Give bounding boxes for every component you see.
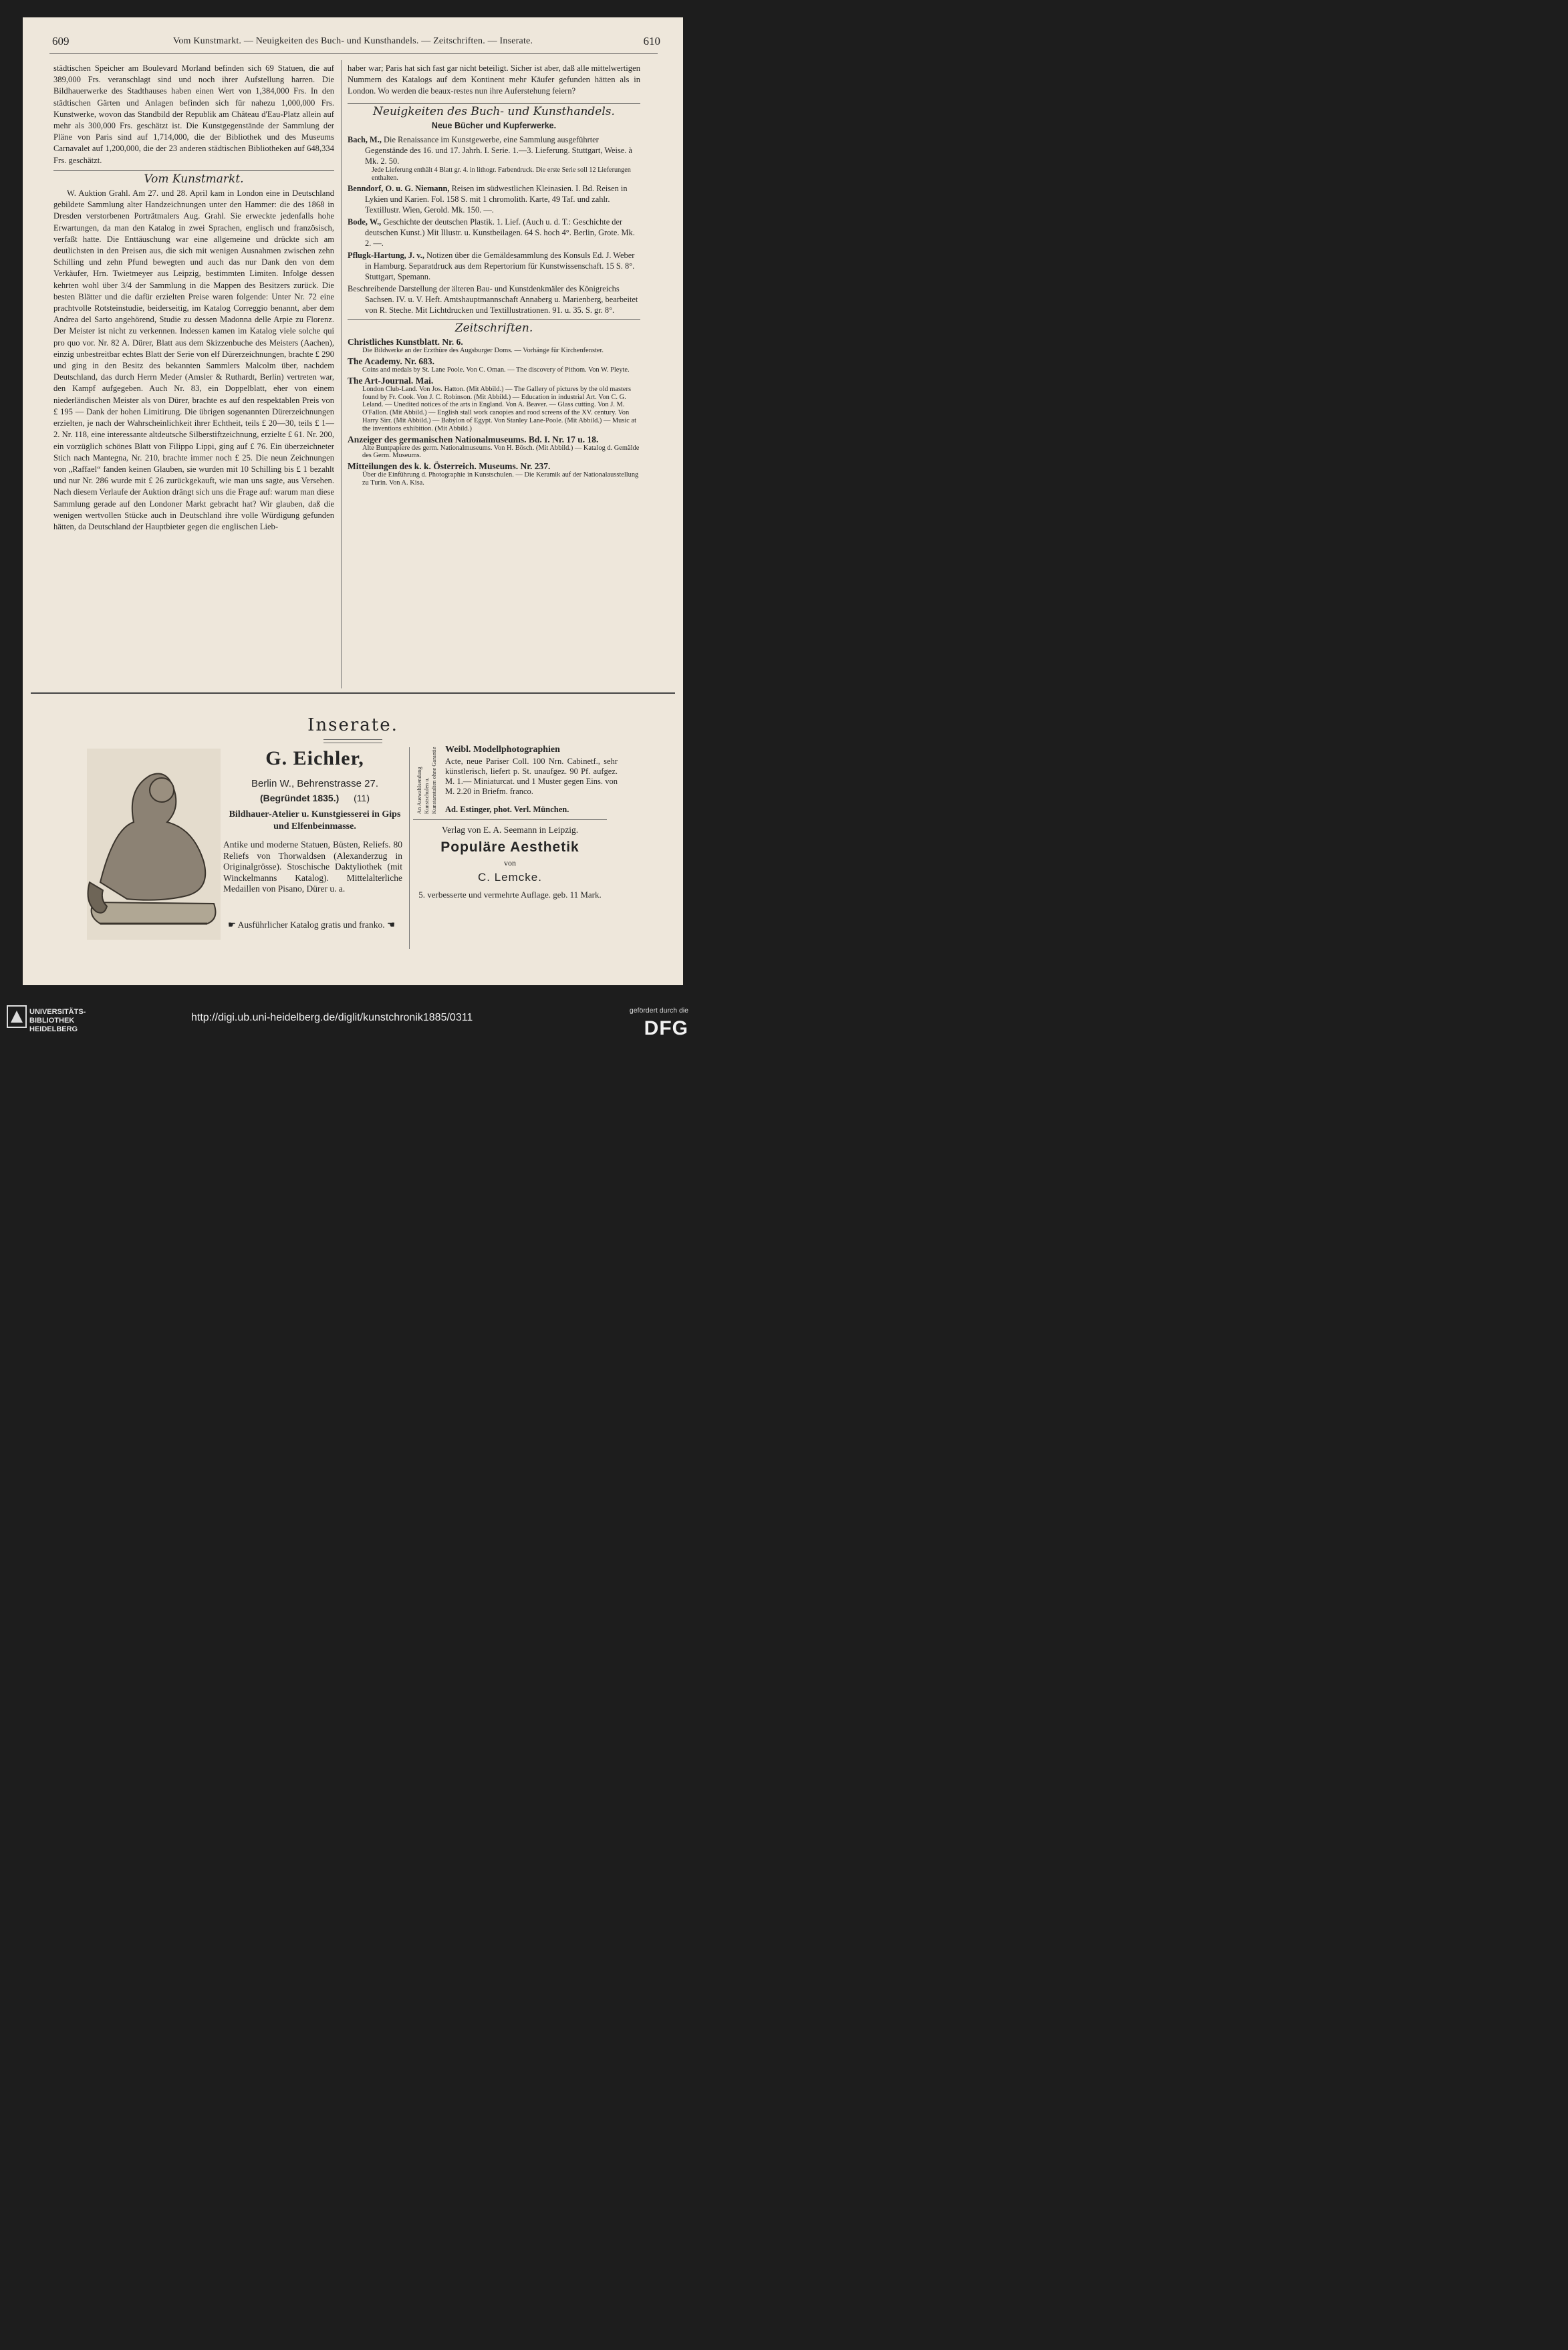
ad-modellphotographien <box>416 745 616 815</box>
ad-eichler <box>87 745 402 952</box>
book-entry <box>348 134 640 182</box>
book-text: Die Renaissance im Kunstgewerbe, eine Sammlung ausgeführter Gegenstände des 16. und 17. Jahrh. I. Serie. 1.—3. Lieferung. Stuttgart, Weise. à Mk. 2. 50. <box>365 135 632 166</box>
journal-contents: Alte Buntpapiere des germ. Nationalmuseums. Von H. Bösch. (Mit Abbild.) — Katalog d. Gemälde des Germ. Museums. <box>362 444 640 460</box>
inserate-title: Inserate. <box>307 715 398 735</box>
pointing-hand-icon: ☚ <box>384 920 396 930</box>
book-entry <box>348 217 640 249</box>
left-column <box>53 63 334 535</box>
journals-title: Zeitschriften. <box>454 321 533 336</box>
dfg-logo: DFG <box>644 1017 688 1039</box>
scanned-page <box>23 17 683 985</box>
modell-firm: Ad. Estinger, phot. Verl. München. <box>445 805 569 814</box>
book-text: Geschichte der deutschen Plastik. 1. Lief. (Auch u. d. T.: Geschichte der deutschen Kunst.) Mit Illustr. u. Kunstbeilagen. 64 S. hoch 4°. Berlin, Grote. Mk. 2. —. <box>365 217 635 249</box>
book-text: Notizen über die Gemäldesammlung des Konsuls Ed. J. Weber in Hamburg. Separatdruck aus dem Repertorium für Kunstwissenschaft. 15 S. 8°. Stuttgart, Spemann. <box>365 251 635 282</box>
seemann-publisher: Verlag von E. A. Seemann in Leipzig. <box>441 825 579 835</box>
section-rule <box>348 103 640 104</box>
news-subtitle: Neue Bücher und Kupferwerke. <box>431 120 557 130</box>
section-rule <box>348 319 640 320</box>
news-title: Neuigkeiten des Buch- und Kunsthandels. <box>373 104 615 118</box>
eichler-catalog: Ausführlicher Katalog gratis und franko. <box>237 920 385 930</box>
section-rule <box>53 170 334 171</box>
page-number-right: 610 <box>643 35 660 47</box>
eichler-ref: (11) <box>354 793 370 803</box>
library-name: UNIVERSITÄTS- BIBLIOTHEK HEIDELBERG <box>29 1008 86 1033</box>
source-url[interactable]: http://digi.ub.uni-heidelberg.de/diglit/kunstchronik1885/0311 <box>191 1012 473 1023</box>
sculpture-illustration <box>87 749 221 940</box>
left-intro-paragraph: städtischen Speicher am Boulevard Morland befinden sich 69 Statuen, die auf 389,000 Frs. veranschlagt sind und noch ihrer Aufstellung harren. Die Bildhauerwerke des Stadthauses haben einen Wert von 1,384,000 Frs. In den städtischen Gärten und Anlagen befinden sich für nahezu 1,000,000 Frs. Kunstwerke, wovon das Standbild der Republik am Château d'Eau-Platz allein auf mehr als 300,000 Frs. geschätzt ist. Die Kunstgegenstände der Sammlung der Pläne von Paris sind auf 1,714,000, die der Bibliothek und des Museums Carnavalet auf 1,200,000, die der 23 anderen städtischen Bibliotheken auf 648,334 Frs. geschätzt. <box>53 63 334 165</box>
eichler-offer: Antike und moderne Statuen, Büsten, Reliefs. 80 Reliefs von Thorwaldsen (Alexanderzug in Originalgrösse). Stoschische Daktyliothek (mit Winckelmanns Katalog). Mittelalterliche Medaillen von Pisano, Dürer u. a. <box>223 839 402 894</box>
eichler-founded: (Begründet 1835.) <box>260 793 340 803</box>
book-text: Reisen im südwestlichen Kleinasien. I. Bd. Reisen in Lykien und Karien. Fol. 158 S. mit 1 chromolith. Karte, 49 Taf. und zahlr. Textillustr. Wien, Gerold. Mk. 150. —. <box>365 184 628 215</box>
header-title: Vom Kunstmarkt. — Neuigkeiten des Buch- und Kunsthandels. — Zeitschriften. — Inserate. <box>172 36 533 46</box>
pointing-hand-icon: ☛ <box>227 920 238 930</box>
funding-label: gefördert durch die <box>629 1007 688 1015</box>
journal-name: The Academy. Nr. 683. <box>348 356 435 367</box>
book-author: Bach, M., <box>348 135 382 145</box>
modell-text: Acte, neue Pariser Coll. 100 Nrn. Cabinetf., sehr künstlerisch, liefert p. St. unaufgez. 90 Pf. aufgez. M. 1.— Miniaturcat. und 1 Muster gegen Eins. von M. 2.20 in Briefm. franco. <box>445 757 618 796</box>
eichler-name: G. Eichler, <box>265 747 364 769</box>
header-rule <box>49 53 658 54</box>
footer-bar <box>0 985 700 1048</box>
journal-contents: Coins and medals by St. Lane Poole. Von C. Oman. — The discovery of Pithom. Von W. Pleyte. <box>362 366 630 374</box>
eichler-atelier: Bildhauer-Atelier u. Kunstgiesserei in Gips und Elfenbeinmasse. <box>229 809 401 831</box>
right-intro-paragraph: haber war; Paris hat sich fast gar nicht beteiligt. Sicher ist aber, daß alle mittelwertigen Nummern des Katalogs auf dem Kontinent mehr Käufer gefunden hätten als in London. Wo werden die beaux-restes nun ihre Auferstehung feiern? <box>348 63 640 96</box>
book-author: Bode, W., <box>348 217 382 227</box>
book-title: Populäre Aesthetik <box>440 839 579 855</box>
column-divider <box>341 60 342 688</box>
book-entry <box>348 183 640 215</box>
journal-contents: Über die Einführung d. Photographie in Kunstschulen. — Die Keramik auf der Nationalausstellung zu Turin. Von A. Kisa. <box>362 471 639 487</box>
journal-name: The Art-Journal. Mai. <box>348 375 434 386</box>
book-author: Benndorf, O. u. G. Niemann, <box>348 184 450 194</box>
page-number-left: 609 <box>52 35 70 47</box>
running-header <box>23 35 683 52</box>
section-title-kunstmarkt: Vom Kunstmarkt. <box>144 172 244 186</box>
ad-divider <box>409 747 410 949</box>
book-entry <box>348 283 640 315</box>
journal-name: Anzeiger des germanischen Nationalmuseums. Bd. I. Nr. 17 u. 18. <box>348 434 599 444</box>
university-logo-icon <box>7 1005 27 1028</box>
book-author: Pflugk-Hartung, J. v., <box>348 251 424 261</box>
ad-rule <box>413 819 607 820</box>
inserate-rule <box>31 692 675 694</box>
auction-article: W. Auktion Grahl. Am 27. und 28. April kam in London eine in Deutschland gebildete Sammlung alter Handzeichnungen unter den Hammer: die des 1868 in Dresden verstorbenen Porträtmalers Aug. Grahl. Sie erweckte jedenfalls hohe Erwartungen, da man den Katalog in zwei Sprachen, englisch und französisch, verfaßt hatte. Die Enttäuschung war eine allgemeine und drückte sich am deutlichsten in den Preisen aus, die sich mit wenigen Ausnahmen zwischen zehn Schilling und zehn Pfund bewegten und auch das nur Dank den von dem Verkäufer, Hrn. Twietmeyer aus Leipzig, bestimmten Limiten. Infolge dessen kehrten wohl über 3/4 der Sammlung in die Mappen des Besitzers zurück. Die besten Blätter und die dafür erzielten Preise waren folgende: Unter Nr. 72 eine prachtvolle Rotsteinstudie, beiderseitig, im Katalog Correggio benannt, aber dem Andrea del Sarto angehörend, Studie zu dessen Madonna delle Arpie zu Florenz. Der Meister ist nicht zu verkennen. Indessen kamen im Katalog viele solche qui pro quo vor. Nr. 82 A. Dürer, Blatt aus dem Skizzenbuche des Meisters (Aachen), einzig unbestreitbar echtes Blatt der Serie von elf Dürerzeichnungen, brachte £ 290 und ging in den Besitz des bekannten Sammlers Malcolm über, nachdem Deutschland, das durch Herrn Meder (Amsler & Ruthardt, Berlin) vertreten war, den Kampf aufgegeben. Auch Nr. 83, ein Doppelblatt, eher von einem niederländischen Meister als von Dürer, brachte es auf den respektablen Preis von £ 195 — Dank der hohen Limitirung. Die übrigen sogenannten Dürerzeichnungen erzielten, je nach der Wahrscheinlichkeit ihrer Echtheit, teils £ 20—30, teils £ 1—2. Nr. 118, eine interessante altdeutsche Silberstiftzeichnung, erzielte £ 61. Nr. 200, ein vorzüglich schönes Blatt von Filippo Lippi, ging auf £ 76. Ein überzeichneter Stich nach Mantegna, Nr. 210, brachte immer noch £ 25. Die neun Zeichnungen von „Raffael“ fanden keinen Glauben, sie wurden mit 10 Schilling bis £ 1 bezahlt und nur Nr. 286 wurde mit £ 26 zurückgekauft, wie man uns sagte, aus Versehen. Nach diesem Verlaufe der Auktion drängt sich uns die Frage auf: warum man diese Sammlung gerade auf den Londoner Markt gebracht hat? Wir glauben, daß die wenigen wertvollen Stücke auch in Deutschland ihre volle Würdigung gefunden hätten, da Deutschland der Hauptbieter gegen die englischen Lieb- <box>53 188 334 531</box>
book-text: Beschreibende Darstellung der älteren Bau- und Kunstdenkmäler des Königreichs Sachsen. IV. u. V. Heft. Amtshauptmannschaft Annaberg u. Marienberg, bearbeitet von R. Steche. Mit Lichtdrucken und Textillustrationen. 91. u. 35. S. gr. 8°. <box>348 284 638 315</box>
journal-list <box>348 337 640 487</box>
book-edition: 5. verbesserte und vermehrte Auflage. geb. 11 Mark. <box>418 890 602 900</box>
book-by: von <box>504 858 516 868</box>
ad-side-text: An Auswahlsendung Kunstschulen u. Kunstanstalten ohne Garantie <box>416 747 437 814</box>
book-note: Jede Lieferung enthält 4 Blatt gr. 4. in lithogr. Farbendruck. Die erste Serie soll 12 Lieferungen enthalten. <box>372 166 631 182</box>
book-entry <box>348 250 640 282</box>
journal-contents: London Club-Land. Von Jos. Hatton. (Mit Abbild.) — The Gallery of pictures by the old masters found by Fr. Cook. Von J. C. Robinson. (Mit Abbild.) — Education in industrial Art. Von C. G. Leland. — Unedited notices of the arts in England. Von A. Beaver. — Glass cutting. Von J. M. O'Fallon. (Mit Abbild.) — English stall work canopies and rood screens of the XV. century. Von Harry Sirr. (Mit Abbild.) — Babylon of Egypt. Von Stanley Lane-Poole. (Mit Abbild.) — Music at the inventions exhibition. (Mit Abbild.) <box>362 385 637 432</box>
book-author: C. Lemcke. <box>478 871 542 884</box>
journal-name: Mitteilungen des k. k. Österreich. Museums. Nr. 237. <box>348 461 551 472</box>
modell-title: Weibl. Modellphotographien <box>445 745 560 755</box>
book-list <box>348 134 640 315</box>
journal-name: Christliches Kunstblatt. Nr. 6. <box>348 337 463 348</box>
eichler-address: Berlin W., Behrenstrasse 27. <box>251 778 379 789</box>
journal-contents: Die Bildwerke an der Erzthüre des Augsburger Doms. — Vorhänge für Kirchenfenster. <box>362 347 604 355</box>
ornament-divider <box>323 739 382 743</box>
ad-seemann <box>413 825 607 900</box>
right-column <box>348 63 640 489</box>
